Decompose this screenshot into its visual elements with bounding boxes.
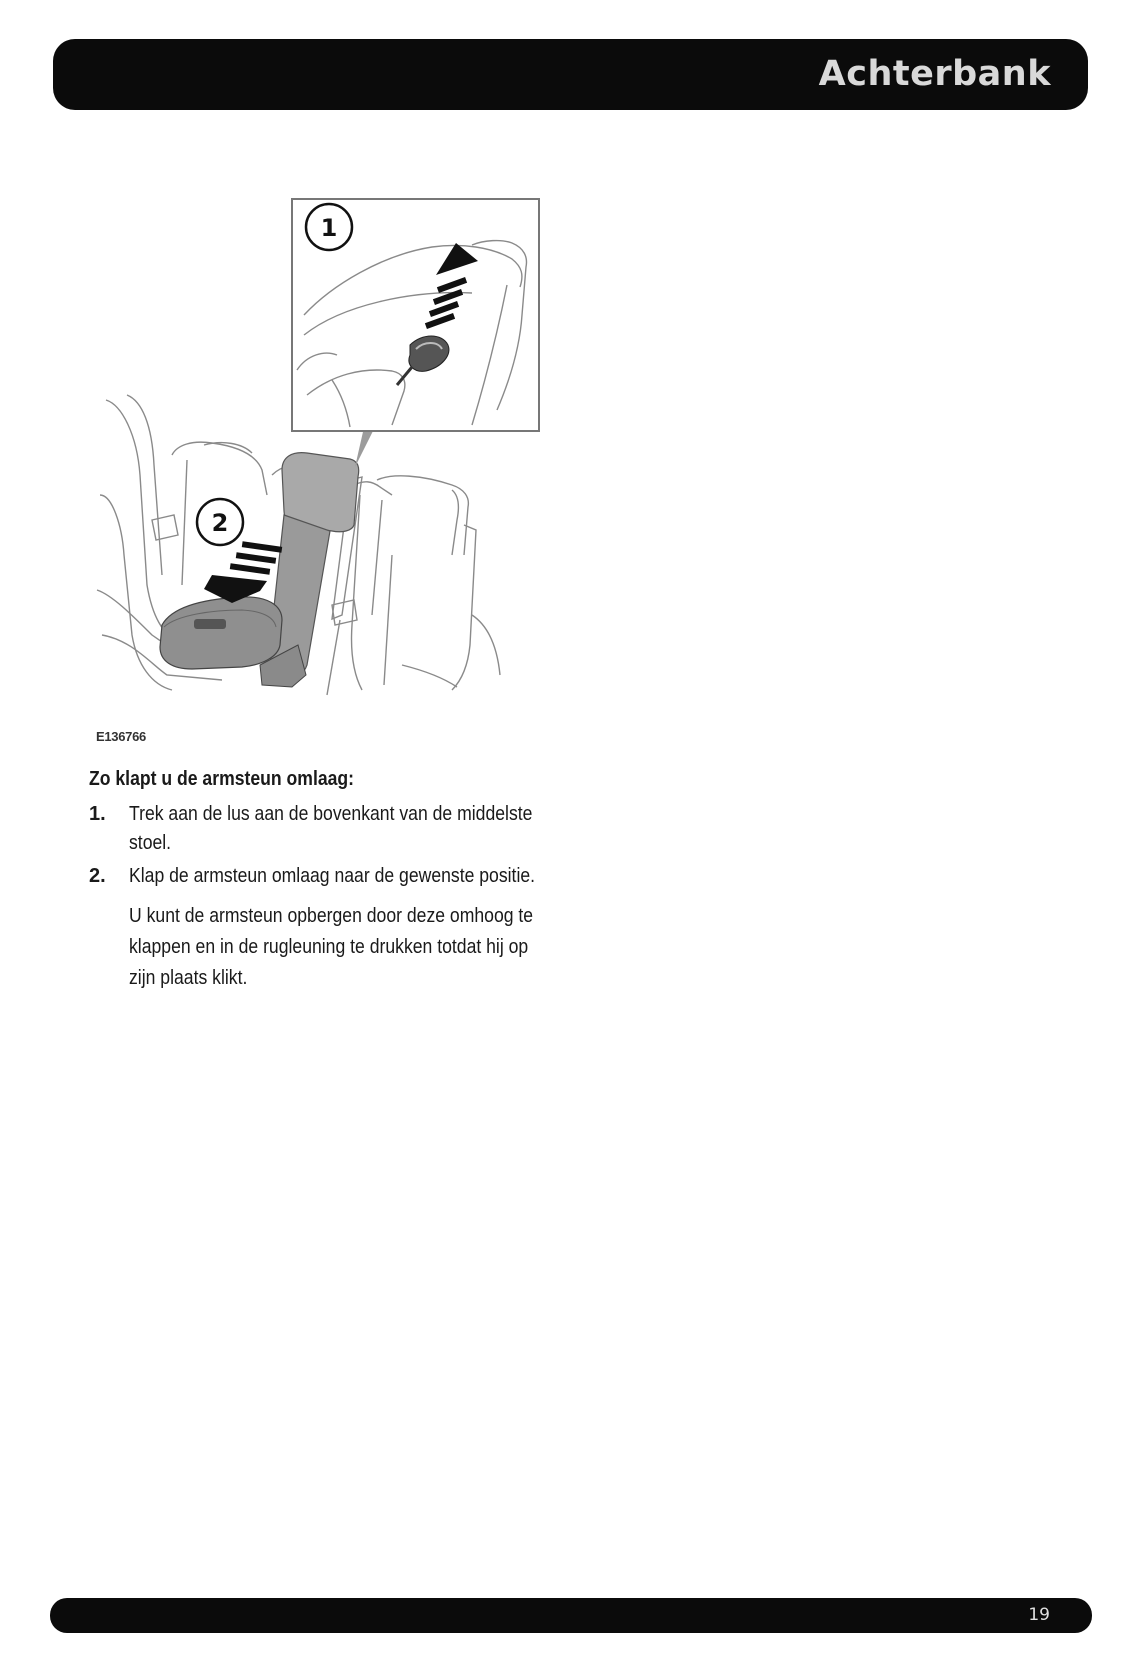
page-number: 19 [1028,1605,1050,1625]
step-number: 1. [89,803,106,825]
instructions [89,765,539,994]
armrest-cushion [160,597,282,669]
callout-1-icon [306,204,352,250]
step-item [89,800,539,858]
page-title: Achterbank [818,54,1051,94]
svg-text:1: 1 [320,214,338,242]
note-text: U kunt de armsteun opbergen door deze omhoog te klappen en in de rugleuning te drukken totdat hij op zijn plaats klikt. [129,905,534,989]
step-text: Klap de armsteun omlaag naar de gewenste positie. [129,865,536,887]
storage-note [89,901,539,994]
armrest-cupholder [194,619,226,629]
footer-bar [50,1598,1092,1633]
step-item [89,862,539,891]
step-number: 2. [89,865,106,887]
inset-detail [292,199,539,431]
header-bar [53,39,1088,110]
armrest-illustration [92,195,552,755]
callout-2-icon [197,499,243,545]
step-text: Trek aan de lus aan de bovenkant van de middelste stoel. [129,803,533,854]
section-heading: Zo klapt u de armsteun omlaag: [89,768,355,790]
arrow-down-icon [204,541,282,603]
svg-text:2: 2 [211,509,229,537]
figure-id-label: E136766 [96,729,146,744]
rear-seat-armrest-drawing [92,195,552,735]
